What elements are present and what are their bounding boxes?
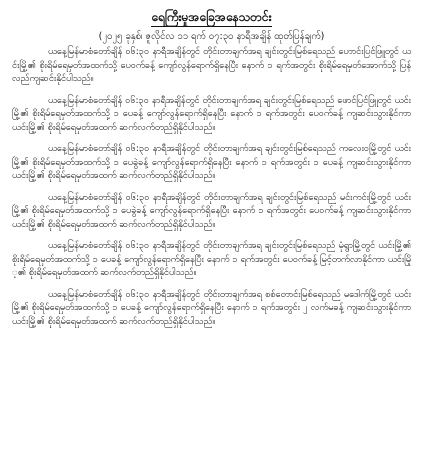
paragraph-3: ယနေ့မြန်မာစံတော်ချိန် ၀၆:၃၀ နာရီအချိန်တွင် တိုင်းတာချက်အရ ချင်းတွင်းမြစ်ရေသည် ကလေးဝမြို့တွင် ယင်းမြို့၏ စိုးရိမ်ရေမှတ်အထက်သို့ ၁ ပေခွဲခန့် ကျော်လွန်ရောက်ရှိနေပြီး နောက် ၁ ရက်အတွင်း ၁ ပေခန့် ကျဆင်းသွားနိုင်ကာ ယင်းမြို့၏ စိုးရိမ်ရေမှတ်အထက် ဆက်လက်တည်ရှိနိုင်ပါသည်။ (12, 143, 411, 181)
release-dateline: (၂၀၂၅ ခုနှစ်၊ ဇူလိုင်လ ၁၁ ရက် ၀၇:၃၀ နာရီအချိန် ထုတ်ပြန်ချက်) (98, 31, 325, 42)
paragraph-6: ယနေ့မြန်မာစံတော်ချိန် ၀၆:၃၀ နာရီအချိန်တွင် တိုင်းတာချက်အရ စစ်တောင်းမြစ်ရေသည် မဒေါက်မြို့တွင် ယင်းမြို့၏ စိုးရိမ်ရေမှတ်အထက်သို့ ၁ ပေခန့် ကျော်လွန်ရောက်ရှိနေပြီး နောက် ၁ ရက်အတွင်း ၂ လက်မခန့် ကျဆင်းသွားနိုင်ကာ ယင်းမြို့၏ စိုးရိမ်ရေမှတ်အထက် ဆက်လက်တည်ရှိနိုင်ပါသည်။ (12, 288, 411, 327)
title-wrapper (12, 6, 411, 27)
paragraph-2: ယနေ့မြန်မာစံတော်ချိန် ၀၆:၃၀ နာရီအချိန်တွင် တိုင်းတာချက်အရ ချင်းတွင်းမြစ်ရေသည် ဖောင်ပြင်ဖြူတွင် ယင်းမြို့၏ စိုးရိမ်ရေမှတ်အထက်သို့ ၁ ပေခန့် ကျော်လွန်ရောက်ရှိနေပြီး နောက် ၁ ရက်အတွင်း ပေ၀က်ခန့် ကျဆင်းသွားနိုင်ကာ ယင်းမြို့၏ စိုးရိမ်ရေမှတ်အထက် ဆက်လက်တည်ရှိနိုင်ပါသည်။ (12, 94, 411, 133)
document-title: ရေကြီးမှုအခြေအနေသတင်း (151, 10, 271, 27)
paragraph-4: ယနေ့မြန်မာစံတော်ချိန် ၀၆:၃၀ နာရီအချိန်တွင် တိုင်းတာချက်အရ ချင်းတွင်းမြစ်ရေသည် မင်းကင်းမြို့တွင် ယင်းမြို့၏ စိုးရိမ်ရေမှတ်အထက်သို့ ၁ ပေခွဲခန့် ကျော်လွန်ရောက်ရှိနေပြီး နောက် ၁ ရက်အတွင်း ပေ၀က်ခန့် ကျဆင်းသွားနိုင်ကာ ယင်းမြို့၏ စိုးရိမ်ရေမှတ်အထက် ဆက်လက်တည်ရှိနိုင်ပါသည်။ (12, 191, 411, 230)
paragraph-5: ယနေ့မြန်မာစံတော်ချိန် ၀၆:၃၀ နာရီအချိန်တွင် တိုင်းတာချက်အရ ချင်းတွင်းမြစ်ရေသည် မုံရွာမြို့တွင် ယင်းမြို့၏ စိုးရိမ်ရေမှတ်အထက်သို့ ၁ ပေခန့် ကျော်လွန်ရောက်ရှိနေပြီး နောက် ၁ ရက်အတွင်း ပေ၀က်ခန့် မြင့်တက်လာနိုင်ကာ ယင်းမြို့၏ စိုးရိမ်ရေမှတ်အထက် ဆက်လက်တည်ရှိနိုင်ပါသည်။ (12, 240, 411, 278)
paragraph-1: ယနေ့မြန်မာစံတော်ချိန် ၀၆:၃၀ နာရီအချိန်တွင် တိုင်းတာချက်အရ ချင်းတွင်းမြစ်ရေသည် ဟောင်းပြင်ဖြူတွင် ယင်းမြို့၏ စိုးရိမ်ရေမှတ်အထက်သို့ ပေ၀က်ခန့် ကျော်လွန်ရောက်ရှိနေပြီး နောက် ၁ ရက်အတွင်း စိုးရိမ်ရေမှတ်အောက်သို့ ပြန်လည်ကျဆင်းနိုင်ပါသည်။ (12, 46, 411, 84)
